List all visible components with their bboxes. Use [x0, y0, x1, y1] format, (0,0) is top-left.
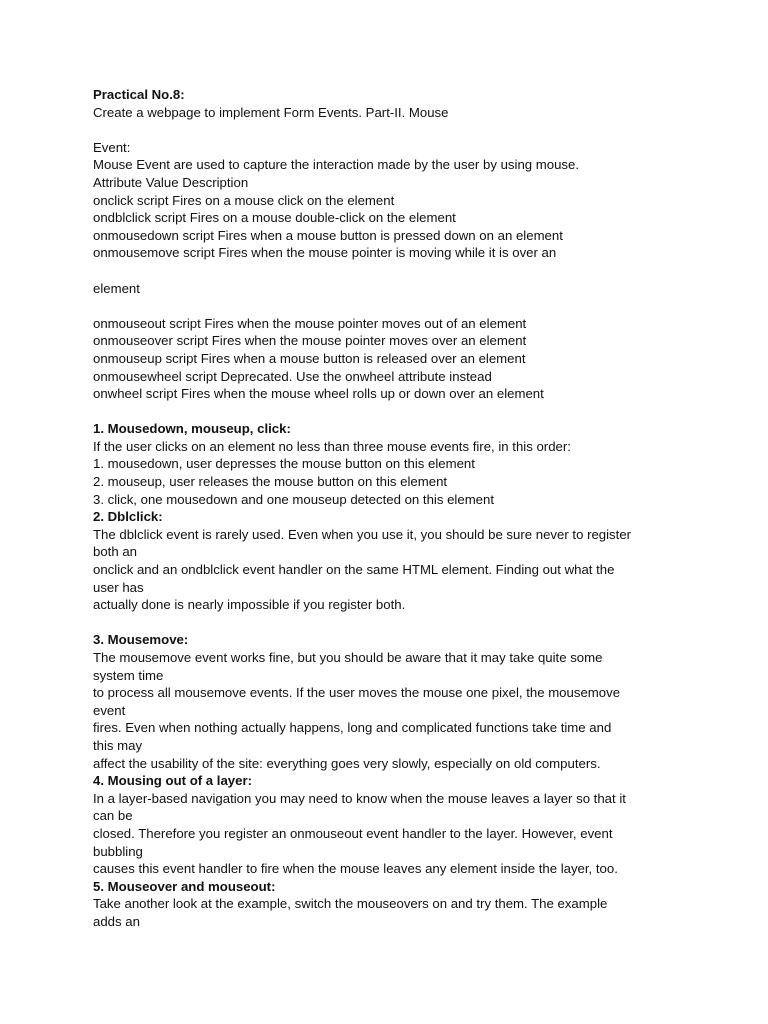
spacer: [93, 121, 683, 139]
paragraph-line: The mousemove event works fine, but you should be aware that it may take quite some: [93, 650, 603, 665]
section-heading: 3. Mousemove:: [93, 632, 189, 648]
attribute-row: onmousedown script Fires when a mouse button is pressed down on an element: [93, 227, 563, 243]
attribute-header: Attribute Value Description: [93, 174, 249, 190]
paragraph-line: 3. click, one mousedown and one mouseup detected on this element: [93, 491, 495, 507]
paragraph-line: The dblclick event is rarely used. Even when you use it, you should be sure never to register: [93, 526, 632, 542]
paragraph-line: affect the usability of the site: everything goes very slowly, especially on old computers.: [93, 755, 601, 771]
spacer: [93, 262, 683, 280]
section-heading: 4. Mousing out of a layer:: [93, 773, 252, 789]
paragraph-line: to process all mousemove events. If the user moves the mouse one pixel, the mousemove: [93, 685, 621, 701]
paragraph-line: user has: [93, 579, 144, 595]
attribute-row: onmousemove script Fires when the mouse pointer is moving while it is over an: [93, 245, 557, 261]
practical-title: Practical No.8:: [93, 87, 185, 102]
paragraph-line: In a layer-based navigation you may need to know when the mouse leaves a layer so that it: [93, 790, 626, 806]
spacer: [93, 403, 683, 421]
paragraph-line: both an: [93, 544, 137, 560]
paragraph-line: 1. mousedown, user depresses the mouse button on this element: [93, 456, 475, 472]
attribute-row: onmouseover script Fires when the mouse pointer moves over an element: [93, 333, 527, 349]
paragraph-line: onclick and an ondblclick event handler on the same HTML element. Finding out what the: [93, 562, 615, 578]
paragraph-line: 2. mouseup, user releases the mouse button on this element: [93, 474, 448, 490]
paragraph-line: If the user clicks on an element no less than three mouse events fire, in this order:: [93, 438, 571, 454]
attribute-row: onmouseup script Fires when a mouse button is released over an element: [93, 350, 526, 366]
paragraph-line: system time: [93, 667, 164, 683]
paragraph-line: can be: [93, 808, 133, 824]
paragraph-line: Take another look at the example, switch the mouseovers on and try them. The example: [93, 896, 608, 912]
paragraph-line: causes this event handler to fire when the mouse leaves any element inside the layer, too.: [93, 861, 618, 877]
paragraph-line: adds an: [93, 913, 140, 929]
event-label: Event:: [93, 139, 131, 155]
attribute-row: onmousewheel script Deprecated. Use the onwheel attribute instead: [93, 368, 492, 384]
paragraph-line: event: [93, 702, 126, 718]
intro-text: Mouse Event are used to capture the interaction made by the user by using mouse.: [93, 157, 580, 173]
paragraph-line: closed. Therefore you register an onmouseout event handler to the layer. However, event: [93, 825, 613, 841]
attribute-row: onclick script Fires on a mouse click on the element: [93, 192, 395, 208]
attribute-row: onmouseout script Fires when the mouse pointer moves out of an element: [93, 315, 527, 331]
section-heading: 5. Mouseover and mouseout:: [93, 878, 276, 894]
section-heading: 2. Dblclick:: [93, 509, 163, 525]
attribute-row: ondblclick script Fires on a mouse double-click on the element: [93, 210, 456, 226]
attribute-row: onwheel script Fires when the mouse wheel rolls up or down over an element: [93, 386, 544, 402]
paragraph-line: fires. Even when nothing actually happens, long and complicated functions take time and: [93, 720, 612, 736]
spacer: [93, 297, 683, 315]
paragraph-line: bubbling: [93, 843, 143, 859]
document-body: [93, 86, 683, 931]
spacer: [93, 614, 683, 632]
section-heading: 1. Mousedown, mouseup, click:: [93, 421, 291, 437]
practical-subtitle: Create a webpage to implement Form Events. Part-II. Mouse: [93, 104, 449, 120]
paragraph-line: this may: [93, 737, 143, 753]
element-word: element: [93, 280, 140, 296]
paragraph-line: actually done is nearly impossible if you register both.: [93, 597, 406, 613]
